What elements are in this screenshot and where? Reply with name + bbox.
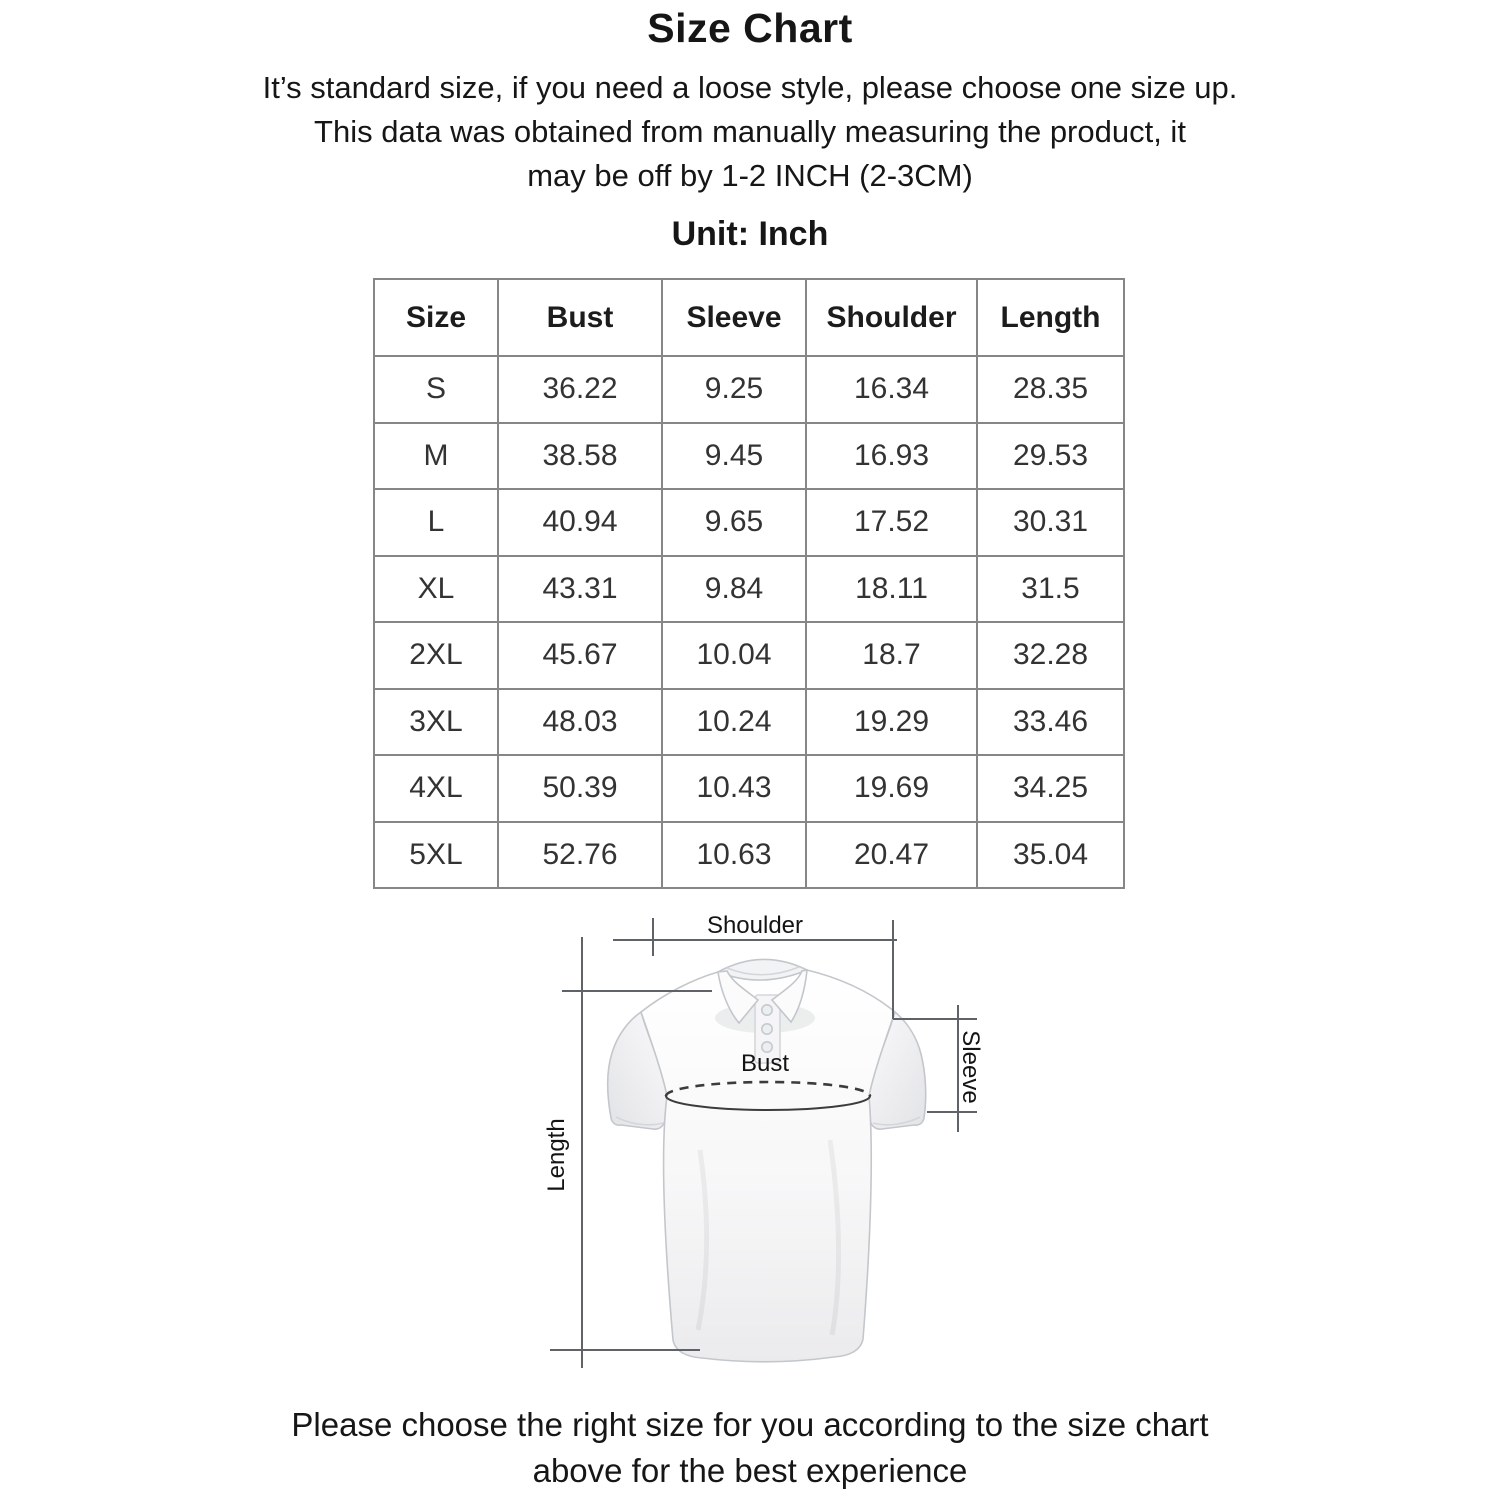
measurement-cell: 10.04 [662,622,806,689]
measurement-cell: 36.22 [498,356,662,423]
measurement-cell: 19.69 [806,755,977,822]
measurement-cell: 28.35 [977,356,1124,423]
measurement-cell: 9.45 [662,423,806,490]
table-row [374,755,1124,822]
measurement-cell: 52.76 [498,822,662,889]
column-header: Length [977,279,1124,356]
button [762,1005,772,1015]
column-header: Shoulder [806,279,977,356]
polo-shirt-figure [500,890,1020,1380]
measurement-cell: 33.46 [977,689,1124,756]
measurement-cell: 32.28 [977,622,1124,689]
size-table-head-row [374,279,1124,356]
measurement-cell: 9.25 [662,356,806,423]
measurement-cell: 16.34 [806,356,977,423]
table-row [374,423,1124,490]
unit-label: Unit: Inch [671,215,829,253]
size-cell: S [374,356,498,423]
size-cell: XL [374,556,498,623]
measurement-cell: 38.58 [498,423,662,490]
footer-note-line: Please choose the right size for you according to the size chart [291,1406,1209,1443]
size-cell: 2XL [374,622,498,689]
measurement-cell: 35.04 [977,822,1124,889]
measurement-cell: 16.93 [806,423,977,490]
measurement-cell: 40.94 [498,489,662,556]
bust-label: Bust [740,1050,790,1077]
polo-shirt-illustration [608,959,926,1361]
measurement-cell: 50.39 [498,755,662,822]
size-table-body [374,356,1124,888]
measurement-cell: 10.24 [662,689,806,756]
measurement-cell: 19.29 [806,689,977,756]
shirt-measurement-diagram [500,890,1020,1380]
table-row [374,689,1124,756]
column-header: Bust [498,279,662,356]
shoulder-label: Shoulder [706,912,804,939]
button [762,1024,772,1034]
table-row [374,622,1124,689]
disclaimer-line: This data was obtained from manually measuring the product, it [314,114,1186,149]
footer-note-line: above for the best experience [532,1452,968,1489]
measurement-cell: 17.52 [806,489,977,556]
size-cell: M [374,423,498,490]
table-row [374,822,1124,889]
measurement-cell: 48.03 [498,689,662,756]
size-cell: 4XL [374,755,498,822]
footer-note [0,1402,1500,1494]
measurement-cell: 34.25 [977,755,1124,822]
size-cell: 5XL [374,822,498,889]
table-row [374,356,1124,423]
size-chart-table [373,278,1125,889]
column-header: Size [374,279,498,356]
size-cell: 3XL [374,689,498,756]
measurement-cell: 43.31 [498,556,662,623]
disclaimer-line: It’s standard size, if you need a loose style, please choose one size up. [262,70,1238,105]
measurement-cell: 18.11 [806,556,977,623]
disclaimer-line: may be off by 1-2 INCH (2-3CM) [527,158,973,193]
size-cell: L [374,489,498,556]
table-row [374,556,1124,623]
measurement-cell: 20.47 [806,822,977,889]
sleeve-label: Sleeve [957,1030,984,1104]
measurement-cell: 10.43 [662,755,806,822]
measurement-cell: 18.7 [806,622,977,689]
column-header: Sleeve [662,279,806,356]
page-title: Size Chart [647,5,853,51]
measurement-cell: 45.67 [498,622,662,689]
measurement-cell: 29.53 [977,423,1124,490]
length-label: Length [543,1118,570,1192]
size-disclaimer [0,66,1500,198]
measurement-cell: 9.65 [662,489,806,556]
measurement-cell: 9.84 [662,556,806,623]
measurement-cell: 10.63 [662,822,806,889]
measurement-cell: 31.5 [977,556,1124,623]
table-row [374,489,1124,556]
measurement-cell: 30.31 [977,489,1124,556]
